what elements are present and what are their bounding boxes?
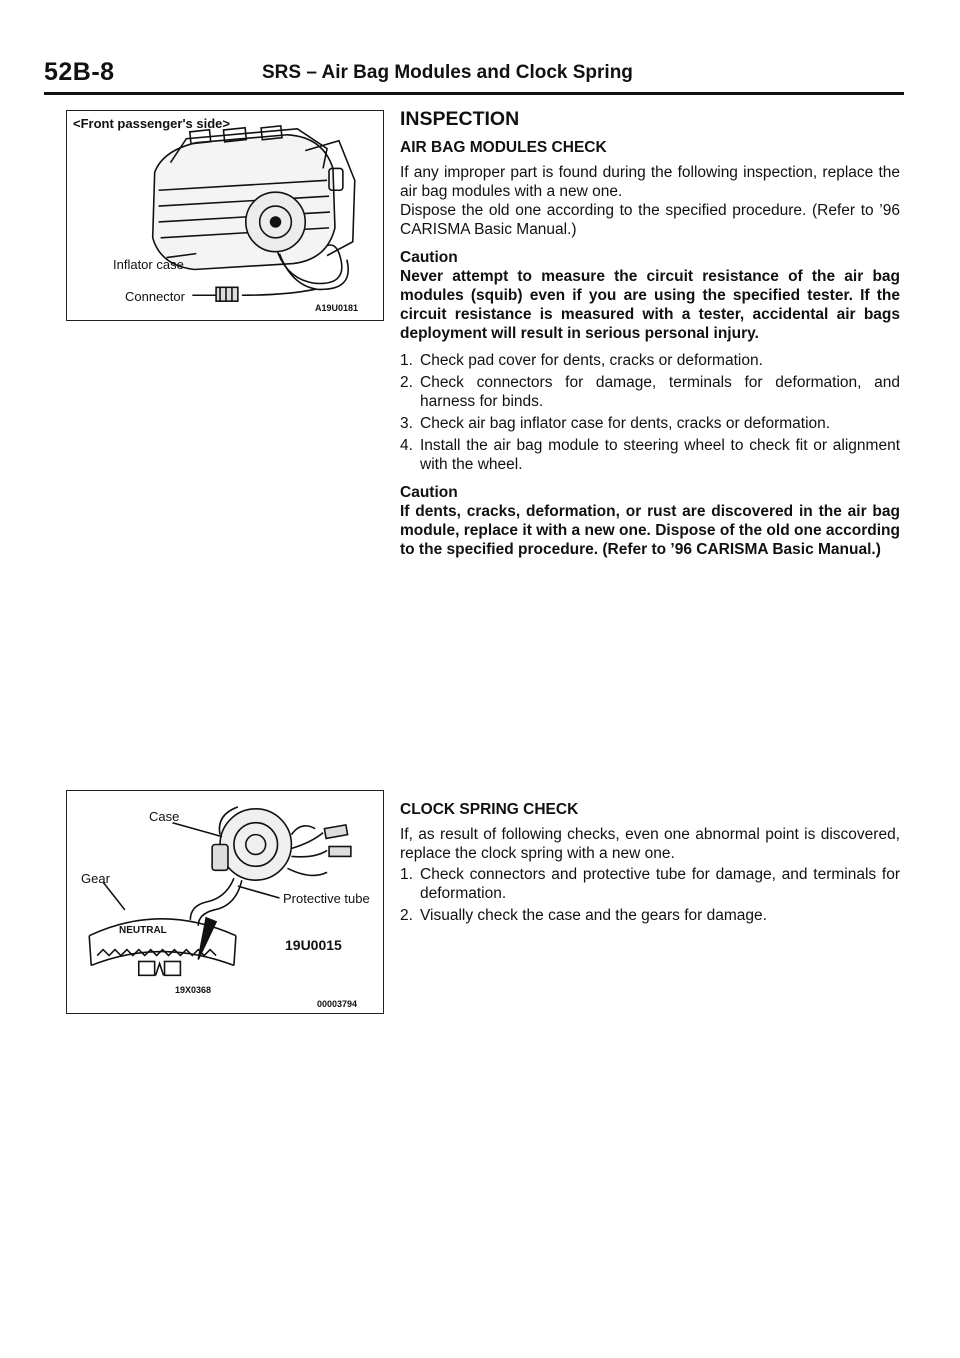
clock-spring-figure [66,790,384,1014]
page-number: 52B-8 [44,58,115,86]
subsection-title-clock-spring: CLOCK SPRING CHECK [400,801,579,818]
list-item [400,906,900,925]
header-rule [44,92,904,95]
label-connector: Connector [125,289,185,304]
caution-label: Caution [400,249,458,266]
step-number: 2. [400,907,413,924]
step-number: 2. [400,374,413,391]
step-number: 1. [400,866,413,883]
label-case: Case [149,809,180,824]
step-text: Visually check the case and the gears for damage. [420,907,767,924]
page-header [44,58,904,94]
air-bag-module-figure [66,110,384,321]
figure-caption-front-passenger: <Front passenger's side> [73,116,230,131]
list-item [400,351,900,370]
figure-code: A19U0181 [315,303,359,313]
list-item [400,414,900,433]
figure-code-main: 19U0015 [285,937,342,953]
list-item [400,373,900,411]
figure-code-small: 19X0368 [175,985,212,995]
caution-text: If dents, cracks, deformation, or rust are discovered in the air bag module, replace it with a new one. Dispose of the old one according to the specified procedure. (Refer to ’96 CARISMA Basic Manual.) [400,503,900,558]
step-text: Check air bag inflator case for dents, cracks or deformation. [420,415,831,432]
clock-spring-section [400,800,900,928]
subsection-title-air-bag: AIR BAG MODULES CHECK [400,139,607,156]
section-title-inspection: INSPECTION [400,108,520,130]
page-title: SRS – Air Bag Modules and Clock Spring [262,62,633,83]
step-text: Check connectors for damage, terminals for deformation, and harness for binds. [420,374,900,410]
list-item [400,436,900,474]
caution-label: Caution [400,484,458,501]
caution-text: Never attempt to measure the circuit resistance of the air bag modules (squib) even if you are using the specified tester. If the circuit resistance is measured with a tester, accidental air bags deployment will result in serious personal injury. [400,268,900,342]
inspection-intro: If any improper part is found during the following inspection, replace the air bag modules with a new one. [400,164,900,200]
label-gear: Gear [81,871,110,886]
step-text: Install the air bag module to steering wheel to check fit or alignment with the wheel. [420,437,900,473]
label-inflator-case: Inflator case [113,257,184,272]
step-text: Check connectors and protective tube for damage, and terminals for deformation. [420,866,900,902]
step-number: 1. [400,352,413,369]
step-number: 3. [400,415,413,432]
label-neutral: NEUTRAL [119,925,167,936]
figure-code-bottom: 00003794 [317,999,358,1009]
clock-spring-intro: If, as result of following checks, even one abnormal point is discovered, replace the clock spring with a new one. [400,826,900,862]
list-item [400,865,900,903]
step-number: 4. [400,437,413,454]
air-bag-module-illustration [67,111,383,320]
inspection-section [400,110,900,559]
step-text: Check pad cover for dents, cracks or deformation. [420,352,763,369]
inspection-steps [400,351,900,474]
inspection-dispose: Dispose the old one according to the specified procedure. (Refer to ’96 CARISMA Basic Manual.) [400,202,900,238]
clock-spring-steps [400,865,900,925]
label-protective-tube: Protective tube [283,891,370,906]
